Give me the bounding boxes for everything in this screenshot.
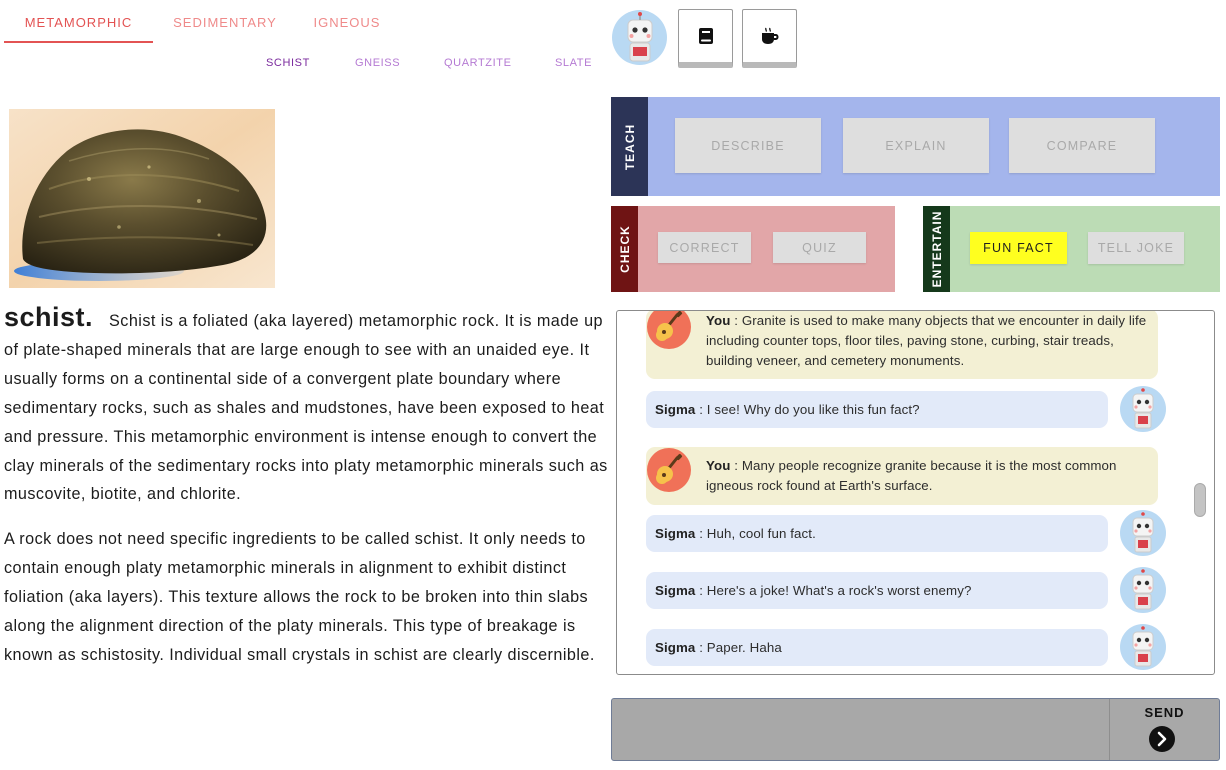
message-composer	[611, 698, 1220, 761]
fun-fact-button[interactable]: FUN FACT	[970, 232, 1067, 264]
coffee-cup-icon	[760, 27, 780, 45]
send-label: SEND	[1144, 705, 1185, 720]
book-icon	[698, 27, 714, 45]
chat-message-user: You : Many people recognize granite because it is the most common igneous rock found at Earth's surface.	[646, 447, 1158, 505]
tell-joke-button[interactable]: TELL JOKE	[1088, 232, 1184, 264]
explain-button[interactable]: EXPLAIN	[843, 118, 989, 173]
subtab-schist[interactable]: SCHIST	[266, 57, 310, 69]
rock-description	[4, 303, 608, 686]
chat-message-sigma: Sigma : Paper. Haha	[646, 629, 1108, 666]
subtab-quartzite[interactable]: QUARTZITE	[444, 57, 512, 69]
quiz-button[interactable]: QUIZ	[773, 232, 866, 263]
chat-message-user: You : Granite is used to make many objects that we encounter in daily life including counter tops, floor tiles, paving stone, curbing, stair treads, building veneer, and cemetery monuments.	[646, 310, 1158, 379]
book-button[interactable]	[678, 9, 733, 68]
check-panel-label: CHECK	[611, 206, 638, 292]
chat-message-sigma: Sigma : I see! Why do you like this fun fact?	[646, 391, 1108, 428]
correct-button[interactable]: CORRECT	[658, 232, 751, 263]
user-avatar	[647, 448, 691, 492]
chevron-right-circle-icon	[1148, 725, 1176, 753]
coffee-button[interactable]	[742, 9, 797, 68]
sigma-avatar	[1120, 624, 1166, 670]
schist-rock-photo	[9, 109, 275, 288]
description-paragraph-2: A rock does not need specific ingredients to be called schist. It only needs to contain enough platy metamorphic minerals in alignment to exhibit distinct foliation (aka layers). This texture allows the rock to be broken into thin slabs along the alignment direction of the platy minerals. This type of breakage is known as schistosity. Individual small crystals in schist are clearly discernible.	[4, 530, 595, 664]
compare-button[interactable]: COMPARE	[1009, 118, 1155, 173]
tab-sedimentary[interactable]: SEDIMENTARY	[173, 15, 277, 30]
teach-panel-label: TEACH	[611, 97, 648, 196]
sigma-avatar	[1120, 567, 1166, 613]
robot-avatar	[612, 10, 667, 65]
chat-scrollbar[interactable]	[1194, 483, 1206, 517]
chat-log[interactable]	[616, 310, 1215, 675]
tab-metamorphic[interactable]: METAMORPHIC	[4, 0, 153, 43]
tab-igneous[interactable]: IGNEOUS	[313, 15, 381, 30]
rock-title: schist.	[4, 302, 94, 332]
sigma-avatar	[1120, 386, 1166, 432]
subtab-slate[interactable]: SLATE	[555, 57, 593, 69]
description-paragraph-1: Schist is a foliated (aka layered) metamorphic rock. It is made up of plate-shaped minerals that are large enough to see with an unaided eye. It usually forms on a continental side of a convergent plate boundary where sedimentary rocks, such as shales and mudstones, have been exposed to heat and pressure. This metamorphic environment is intense enough to convert the clay minerals of the sedimentary rocks into platy metamorphic minerals such as muscovite, biotite, and chlorite.	[4, 312, 608, 504]
teach-panel	[611, 97, 1220, 196]
chat-message-sigma: Sigma : Here's a joke! What's a rock's worst enemy?	[646, 572, 1108, 609]
check-panel	[611, 206, 895, 292]
send-button[interactable]	[1110, 699, 1219, 760]
entertain-panel-label: ENTERTAIN	[923, 206, 950, 292]
describe-button[interactable]: DESCRIBE	[675, 118, 821, 173]
guitar-icon	[647, 448, 691, 492]
subtab-gneiss[interactable]: GNEISS	[355, 57, 401, 69]
message-input[interactable]	[612, 699, 1110, 760]
sigma-avatar	[1120, 510, 1166, 556]
chat-message-sigma: Sigma : Huh, cool fun fact.	[646, 515, 1108, 552]
entertain-panel	[923, 206, 1220, 292]
rock-category-tabs	[4, 0, 397, 43]
